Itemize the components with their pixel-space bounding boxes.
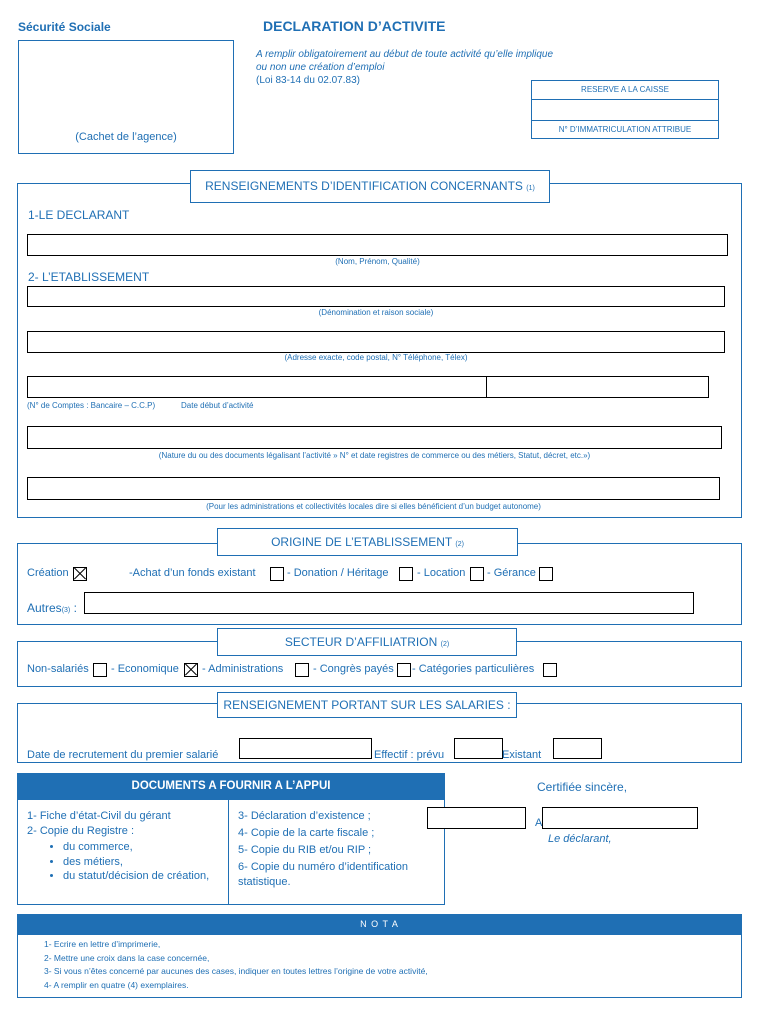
origine-gerance-checkbox[interactable] xyxy=(539,567,553,581)
stamp-caption: (Cachet de l’agence) xyxy=(75,131,177,143)
org-name: Sécurité Sociale xyxy=(18,20,111,34)
date-debut-field[interactable] xyxy=(486,376,709,398)
denomination-field[interactable] xyxy=(27,286,725,307)
nota-item: 1- Ecrire en lettre d’imprimerie, xyxy=(44,939,161,949)
denomination-caption: (Dénomination et raison sociale) xyxy=(318,308,434,317)
declarant-caption: (Nom, Prénom, Qualité) xyxy=(335,257,420,266)
doc-item: 6- Copie du numéro d’identification statistique. xyxy=(238,861,408,888)
secteur-conges-checkbox[interactable] xyxy=(397,663,411,677)
declarant-field[interactable] xyxy=(27,234,728,256)
origine-creation-label: Création xyxy=(27,567,69,579)
origine-donation-label: - Donation / Héritage xyxy=(287,567,389,579)
secteur-title: SECTEUR D’AFFILIATRION (2) xyxy=(217,628,517,656)
existant-label: Existant xyxy=(502,749,542,761)
secteur-administrations-checkbox[interactable] xyxy=(295,663,309,677)
etablissement-label: 2- L’ETABLISSEMENT xyxy=(28,270,150,284)
doc-bullet: • du statut/décision de création, xyxy=(63,869,213,884)
date-recrutement-label: Date de recrutement du premier salarié xyxy=(27,749,219,761)
administrations-caption: (Pour les administrations et collectivités locales dire si elles bénéficient d’un budget autonome) xyxy=(206,502,541,511)
documents-divider xyxy=(228,799,229,905)
origine-achat-checkbox[interactable] xyxy=(270,567,284,581)
doc-item: 1- Fiche d’état-Civil du gérant xyxy=(27,810,171,822)
date-recrutement-field[interactable] xyxy=(239,738,372,759)
a-label: A xyxy=(535,817,543,829)
nota-item: 4- A remplir en quatre (4) exemplaires. xyxy=(44,979,189,990)
doc-item: 5- Copie du RIB et/ou RIP ; xyxy=(238,844,372,856)
reserve-box xyxy=(531,80,719,139)
certifiee-label: Certifiée sincère, xyxy=(537,780,628,794)
reserve-label: RESERVE A LA CAISSE xyxy=(532,81,718,100)
origine-location-checkbox[interactable] xyxy=(470,567,484,581)
autres-field[interactable] xyxy=(84,592,694,614)
secteur-economique-checkbox[interactable] xyxy=(184,663,198,677)
doc-item: 2- Copie du Registre : xyxy=(27,825,134,837)
autres-label: Autres(3) : xyxy=(27,601,77,615)
nota-header: N O T A xyxy=(17,914,742,934)
agency-stamp-box xyxy=(18,40,234,154)
origine-location-label: - Location xyxy=(417,567,466,579)
doc-bullet: • des métiers, xyxy=(63,855,213,870)
nature-documents-field[interactable] xyxy=(27,426,722,449)
documents-header: DOCUMENTS A FOURNIR A L’APPUI xyxy=(17,773,445,799)
law-reference: (Loi 83-14 du 02.07.83) xyxy=(256,75,360,86)
salaries-title: RENSEIGNEMENT PORTANT SUR LES SALARIES : xyxy=(217,692,517,718)
comptes-field[interactable] xyxy=(27,376,487,398)
secteur-categories-label: - Catégories particulières xyxy=(412,663,535,675)
documents-right-list xyxy=(238,809,438,890)
secteur-non-salaries-label: Non-salariés xyxy=(27,663,89,675)
doc-item: 3- Déclaration d’existence ; xyxy=(238,810,371,822)
doc-bullet: • du commerce, xyxy=(63,840,213,855)
reserve-field[interactable] xyxy=(532,100,718,121)
identification-title: RENSEIGNEMENTS D’IDENTIFICATION CONCERNANTS (1) xyxy=(190,170,550,203)
origine-donation-checkbox[interactable] xyxy=(399,567,413,581)
declarant-label: 1-LE DECLARANT xyxy=(28,208,130,222)
comptes-caption: (N° de Comptes : Bancaire – C.C.P) xyxy=(27,401,156,410)
adresse-caption: (Adresse exacte, code postal, N° Téléphone, Télex) xyxy=(284,353,468,362)
nota-item: 2- Mettre une croix dans la case concernée, xyxy=(44,952,210,963)
secteur-economique-label: - Economique xyxy=(111,663,179,675)
adresse-field[interactable] xyxy=(27,331,725,353)
nota-item: 3- Si vous n’êtes concerné par aucunes des cases, indiquer en toutes lettres l’origine de votre activité, xyxy=(44,966,428,976)
secteur-conges-label: - Congrès payés xyxy=(313,663,394,675)
declarant-signature-label: Le déclarant, xyxy=(548,833,612,845)
documents-left-list xyxy=(27,809,223,839)
nota-list xyxy=(44,938,428,992)
administrations-field[interactable] xyxy=(27,477,720,500)
documents-bullets xyxy=(63,840,213,884)
effectif-prevu-label: Effectif : prévu xyxy=(374,749,445,761)
date-debut-caption: Date début d’activité xyxy=(181,401,254,410)
origine-achat-label: -Achat d’un fonds existant xyxy=(129,567,256,579)
instruction-text: A remplir obligatoirement au début de toute activité qu’elle implique ou non une création d’emploi xyxy=(256,49,554,73)
origine-gerance-label: - Gérance xyxy=(487,567,536,579)
existant-field[interactable] xyxy=(553,738,602,759)
origine-creation-checkbox[interactable] xyxy=(73,567,87,581)
secteur-administrations-label: - Administrations xyxy=(202,663,284,675)
effectif-prevu-field[interactable] xyxy=(454,738,503,759)
lieu-field[interactable] xyxy=(427,807,526,829)
secteur-non-salaries-checkbox[interactable] xyxy=(93,663,107,677)
origine-title: ORIGINE DE L’ETABLISSEMENT (2) xyxy=(217,528,518,556)
date-signature-field[interactable] xyxy=(542,807,698,829)
immat-label: N° D’IMMATRICULATION ATTRIBUE xyxy=(558,125,692,134)
secteur-categories-checkbox[interactable] xyxy=(543,663,557,677)
nature-documents-caption: (Nature du ou des documents légalisant l’activité » N° et date registres de commerce ou des métiers, Statut, décret, etc.») xyxy=(158,451,591,460)
form-title: DECLARATION D’ACTIVITE xyxy=(263,18,446,34)
doc-item: 4- Copie de la carte fiscale ; xyxy=(238,827,375,839)
